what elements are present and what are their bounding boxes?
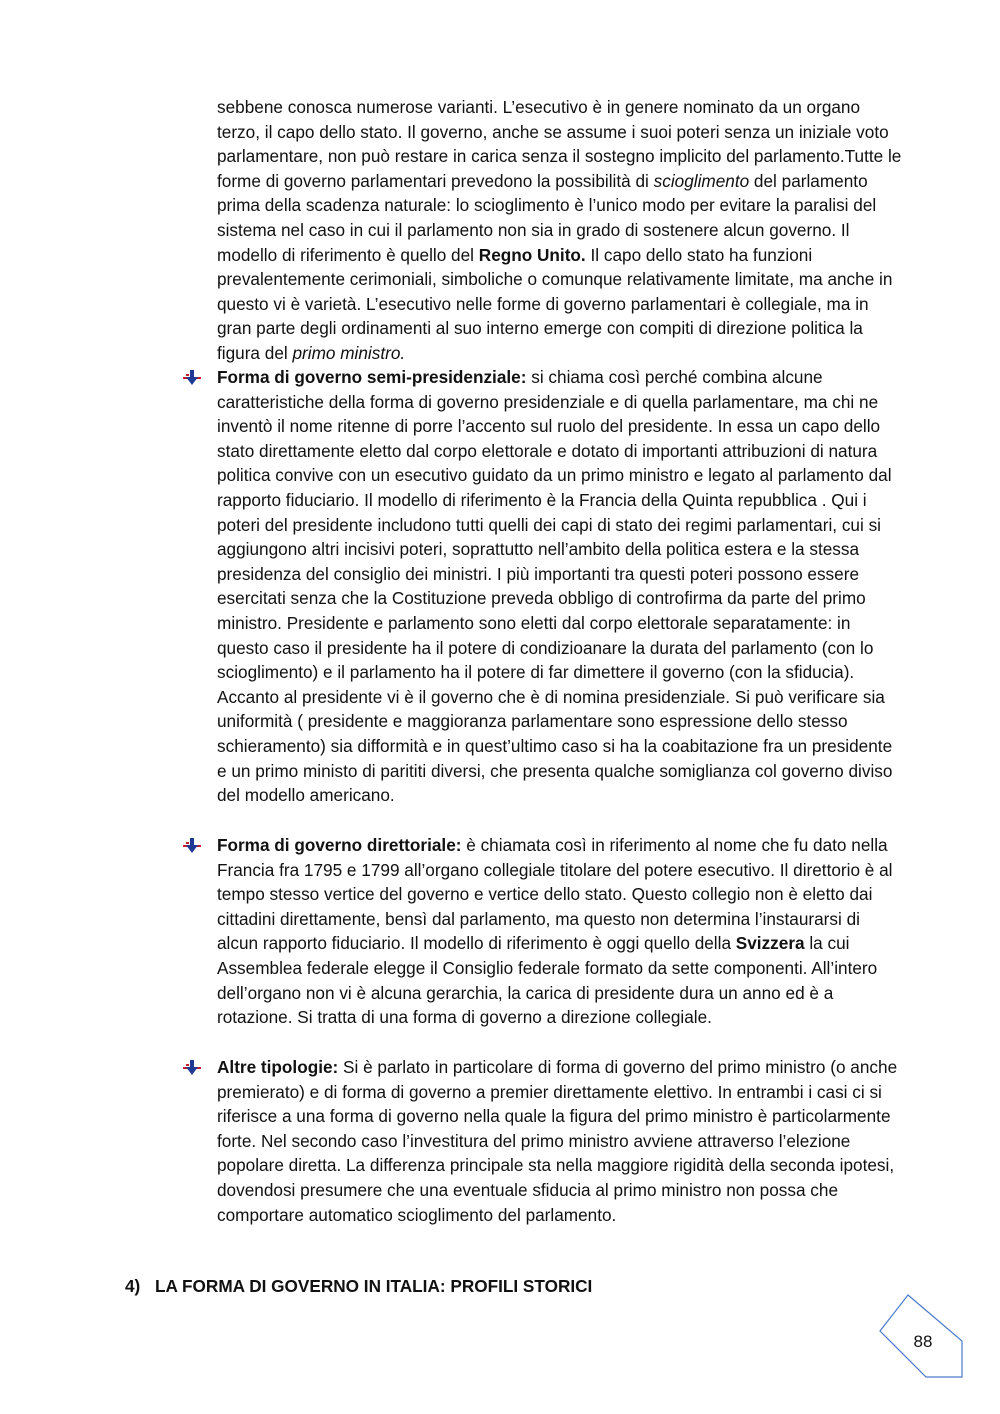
intro-text-3: Il capo dello stato ha funzioni prevalentemente cerimoniali, simboliche o comunque relativamente limitate, ma anche in questo vi è varietà. L’esecutivo nelle forme di governo parlamentari è collegiale, ma in gran parte degli ordinamenti al suo interno emerge con compiti di direzione politica la figura del xyxy=(217,244,893,363)
bullet-direttoriale xyxy=(217,833,905,1030)
bullet-title: Altre tipologie: xyxy=(217,1057,339,1077)
section-number: 4) xyxy=(125,1276,141,1296)
bullet-text: si chiama così perché combina alcune caratteristiche della forma di governo presidenziale e di quella parlamentare, ma chi ne inventò il nome ritenne di porre l’accento sul ruolo del presidente. In essa un capo dello stato direttamente eletto dal corpo elettorale e dotato di importanti attribuzioni di natura politica convive con un esecutivo guidato da un primo ministro e legato al parlamento dal rapporto fiduciario. Il modello di riferimento è la Francia della Quinta repubblica . Qui i poteri del presidente includono tutti quelli dei capi di stato dei regimi parlamentari, cui si aggiungono altri incisivi poteri, soprattutto nell’ambito della politica estera e la stessa presidenza del consiglio dei ministri. I più importanti tra questi poteri possono essere esercitati senza che la Costituzione preveda obbligo di controfirma da parte del primo ministro. Presidente e parlamento sono eletti dal corpo elettorale separatamente: in questo caso il presidente ha il potere di condizioanare la durata del parlamento (con lo scioglimento) e il parlamento ha il potere di far dimettere il governo (con la sfiducia). Accanto al presidente vi è il governo che è di nomina presidenziale. Si può verificare sia uniformità ( presidente e maggioranza parlamentare sono espressione dello stesso schieramento) sia difformità e in quest’ultimo caso si ha la coabitazione fra un presidente e un primo ministo di parititi diversi, che presenta qualche somiglianza col governo diviso del modello americano. xyxy=(217,367,893,806)
section-title: LA FORMA DI GOVERNO IN ITALIA: PROFILI STORICI xyxy=(155,1276,593,1296)
bullet-text-2: la cui Assemblea federale elegge il Consiglio federale formato da sette componenti. All’intero dell’organo non vi è alcuna gerarchia, la carica di presidente dura un anno ed è a rotazione. Si tratta di una forma di governo a direzione collegiale. xyxy=(217,933,878,1028)
section-heading xyxy=(125,1276,592,1297)
bullet-text: Si è parlato in particolare di forma di governo del primo ministro (o anche premierato) e di forma di governo a premier direttamente elettivo. In entrambi i casi ci si riferisce a una forma di governo nella quale la figura del primo ministro è particolarmente forte. Nel secondo caso l’investitura del primo ministro avviene attraverso l’elezione popolare diretta. La differenza principale sta nella maggiore rigidità della seconda ipotesi, dovendosi presumere che una eventuale sfiducia al primo ministro non possa che comportare automatico scioglimento del parlamento. xyxy=(217,1057,898,1225)
bullet-altre-tipologie xyxy=(217,1055,905,1227)
intro-italic-2: primo ministro. xyxy=(292,342,406,363)
arrow-down-bullet-icon xyxy=(183,1059,201,1077)
bullet-text: è chiamata così in riferimento al nome che fu dato nella Francia fra 1795 e 1799 all’organo collegiale titolare del potere esecutivo. Il direttorio è al tempo stesso vertice del governo e vertice dello stato. Questo collegio non è eletto dai cittadini direttamente, bensì dal parlamento, ma questo non determina l’instaurarsi di alcun rapporto fiduciario. Il modello di riferimento è oggi quello della xyxy=(217,835,893,954)
intro-italic-1: scioglimento xyxy=(653,170,750,191)
intro-text-2: del parlamento prima della scadenza naturale: lo scioglimento è l’unico modo per evitare la paralisi del sistema nel caso in cui il parlamento non sia in grado di sostenere alcun governo. Il modello di riferimento è quello del xyxy=(217,170,877,265)
arrow-down-bullet-icon xyxy=(183,369,201,387)
arrow-down-bullet-icon xyxy=(183,837,201,855)
intro-paragraph xyxy=(217,95,905,366)
intro-bold-1: Regno Unito. xyxy=(478,244,586,265)
page-number: 88 xyxy=(913,1332,933,1351)
intro-text-1: sebbene conosca numerose varianti. L’esecutivo è in genere nominato da un organo terzo, il capo dello stato. Il governo, anche se assume i suoi poteri senza un iniziale voto parlamentare, non può restare in carica senza il sostegno implicito del parlamento.Tutte le forme di governo parlamentari prevedono la possibilità di xyxy=(217,97,902,191)
bullet-title: Forma di governo direttoriale: xyxy=(217,835,462,855)
bullet-title: Forma di governo semi-presidenziale: xyxy=(217,367,527,387)
bullet-bold-svizzera: Svizzera xyxy=(735,933,805,954)
bullet-semi-presidenziale xyxy=(217,365,905,808)
